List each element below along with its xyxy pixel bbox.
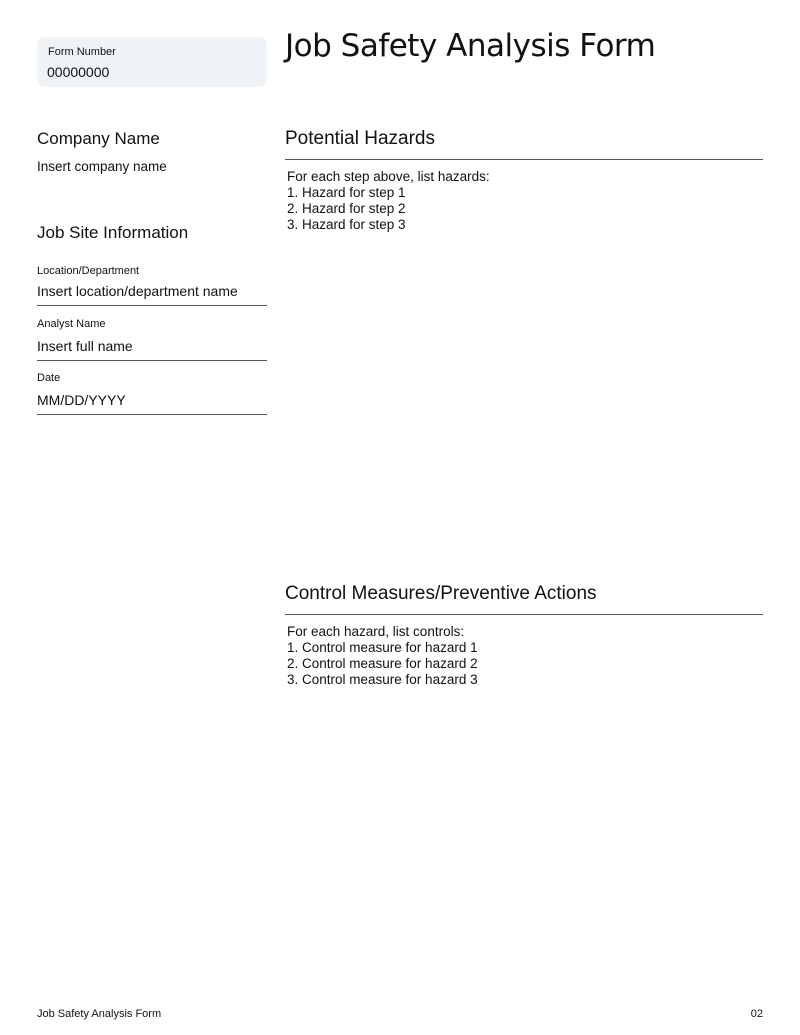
footer-title: Job Safety Analysis Form: [37, 1008, 162, 1020]
date-field[interactable]: MM/DD/YYYY: [37, 392, 126, 408]
hazards-list[interactable]: [287, 169, 490, 233]
divider: [37, 305, 267, 306]
list-item: 3. Control measure for hazard 3: [287, 672, 478, 687]
list-item: 1. Control measure for hazard 1: [287, 640, 478, 655]
list-item: For each step above, list hazards:: [287, 169, 490, 184]
list-item: 2. Hazard for step 2: [287, 201, 406, 216]
divider: [285, 159, 763, 160]
analyst-name-label: Analyst Name: [37, 318, 106, 330]
list-item: 1. Hazard for step 1: [287, 185, 406, 200]
control-measures-heading: Control Measures/Preventive Actions: [285, 583, 597, 604]
divider: [37, 360, 267, 361]
date-label: Date: [37, 372, 61, 384]
list-item: 3. Hazard for step 3: [287, 217, 406, 232]
form-number-box: [37, 37, 267, 87]
company-name-heading: Company Name: [37, 129, 160, 148]
job-site-heading: Job Site Information: [37, 223, 189, 242]
page-number: 02: [750, 1008, 763, 1020]
location-field[interactable]: Insert location/department name: [37, 283, 238, 299]
company-name-field[interactable]: Insert company name: [37, 159, 167, 174]
potential-hazards-heading: Potential Hazards: [285, 128, 435, 149]
location-label: Location/Department: [37, 265, 140, 277]
divider: [37, 414, 267, 415]
form-number-label: Form Number: [48, 46, 116, 58]
analyst-name-field[interactable]: Insert full name: [37, 338, 133, 354]
list-item: For each hazard, list controls:: [287, 624, 465, 639]
divider: [285, 614, 763, 615]
controls-list[interactable]: [287, 624, 478, 688]
page-title: Job Safety Analysis Form: [285, 28, 656, 64]
form-number-value[interactable]: 00000000: [47, 64, 110, 80]
list-item: 2. Control measure for hazard 2: [287, 656, 478, 671]
